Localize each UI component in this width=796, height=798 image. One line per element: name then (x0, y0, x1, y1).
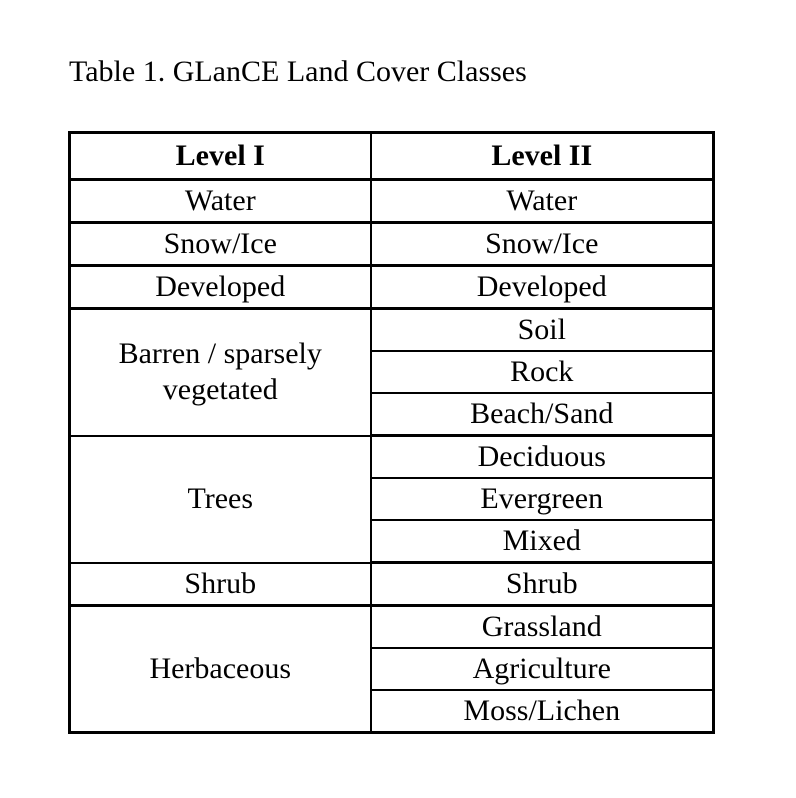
table-row (70, 309, 714, 352)
land-cover-table (68, 131, 715, 734)
table-caption: Table 1. GLanCE Land Cover Classes (69, 55, 527, 88)
level-2-cell: Evergreen (371, 478, 714, 520)
table-row (70, 223, 714, 266)
header-level-1: Level I (70, 133, 371, 180)
level-1-cell: Water (70, 180, 371, 223)
level-1-cell: Snow/Ice (70, 223, 371, 266)
table-row (70, 563, 714, 606)
table-row (70, 266, 714, 309)
level-2-cell: Deciduous (371, 436, 714, 479)
level-2-cell: Mixed (371, 520, 714, 563)
level-2-cell: Rock (371, 351, 714, 393)
level-1-cell: Herbaceous (70, 606, 371, 733)
level-1-cell: Barren / sparsely vegetated (70, 309, 371, 436)
level-2-cell: Grassland (371, 606, 714, 649)
level-2-cell: Water (371, 180, 714, 223)
level-1-cell: Shrub (70, 563, 371, 606)
table-row (70, 436, 714, 479)
level-1-cell: Trees (70, 436, 371, 563)
level-2-cell: Moss/Lichen (371, 690, 714, 733)
level-2-cell: Shrub (371, 563, 714, 606)
header-level-2: Level II (371, 133, 714, 180)
table-row (70, 180, 714, 223)
level-2-cell: Snow/Ice (371, 223, 714, 266)
level-1-cell: Developed (70, 266, 371, 309)
table-body (70, 180, 714, 733)
level-2-cell: Beach/Sand (371, 393, 714, 436)
table-header-row (70, 133, 714, 180)
level-2-cell: Agriculture (371, 648, 714, 690)
level-2-cell: Soil (371, 309, 714, 352)
table-row (70, 606, 714, 649)
level-2-cell: Developed (371, 266, 714, 309)
